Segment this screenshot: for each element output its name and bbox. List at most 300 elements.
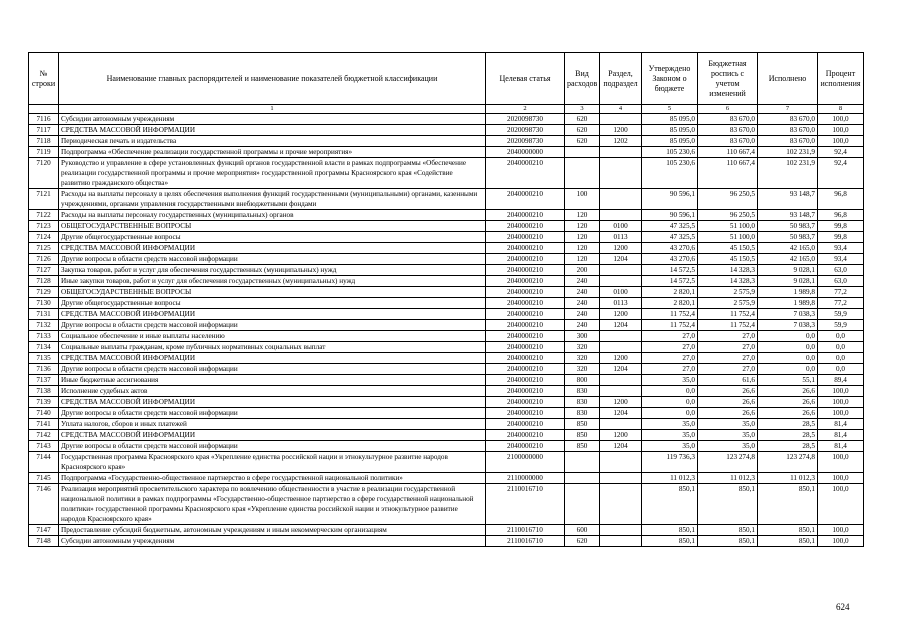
- table-row: [29, 210, 864, 221]
- row-section: 1200: [600, 430, 642, 441]
- row-budget: 83 670,0: [698, 136, 758, 147]
- row-target: 2040000210: [486, 221, 565, 232]
- row-target: 2040000210: [486, 397, 565, 408]
- row-percent: 100,0: [818, 536, 864, 547]
- row-percent: 96,8: [818, 210, 864, 221]
- row-section: [600, 189, 642, 210]
- row-type: 800: [565, 375, 600, 386]
- row-section: 1200: [600, 397, 642, 408]
- table-row: [29, 430, 864, 441]
- col-number: 1: [59, 105, 486, 114]
- row-target: 2040000210: [486, 287, 565, 298]
- table-row: [29, 353, 864, 364]
- row-num: 7142: [29, 430, 59, 441]
- row-budget: 11 752,4: [698, 320, 758, 331]
- table-row: [29, 136, 864, 147]
- table-row: [29, 125, 864, 136]
- row-type: 830: [565, 408, 600, 419]
- row-approved: 2 820,1: [642, 287, 698, 298]
- row-num: 7147: [29, 525, 59, 536]
- row-target: 2040000210: [486, 430, 565, 441]
- table-row: [29, 221, 864, 232]
- row-type: 620: [565, 136, 600, 147]
- table-row: [29, 287, 864, 298]
- row-executed: 28,5: [758, 430, 818, 441]
- row-section: 0100: [600, 221, 642, 232]
- row-section: [600, 210, 642, 221]
- row-budget: 27,0: [698, 342, 758, 353]
- row-name: Расходы на выплаты персоналу в целях обеспечения выполнения функций государственными (муниципальными) органами, казенными учреждениями, органами управления государственными внебюджетными фондами: [59, 189, 486, 210]
- row-num: 7120: [29, 158, 59, 189]
- row-budget: 61,6: [698, 375, 758, 386]
- row-section: 1204: [600, 364, 642, 375]
- row-percent: 81,4: [818, 441, 864, 452]
- table-row: [29, 254, 864, 265]
- row-name: Закупка товаров, работ и услуг для обеспечения государственных (муниципальных) нужд: [59, 265, 486, 276]
- row-section: [600, 419, 642, 430]
- row-executed: 26,6: [758, 386, 818, 397]
- table-row: [29, 419, 864, 430]
- row-type: 240: [565, 298, 600, 309]
- row-num: 7139: [29, 397, 59, 408]
- row-section: [600, 452, 642, 473]
- row-name: СРЕДСТВА МАССОВОЙ ИНФОРМАЦИИ: [59, 125, 486, 136]
- row-percent: 93,4: [818, 254, 864, 265]
- row-num: 7130: [29, 298, 59, 309]
- row-percent: 0,0: [818, 342, 864, 353]
- row-approved: 11 752,4: [642, 309, 698, 320]
- row-approved: 27,0: [642, 342, 698, 353]
- row-num: 7116: [29, 114, 59, 125]
- row-name: Другие вопросы в области средств массовой информации: [59, 441, 486, 452]
- row-approved: 850,1: [642, 525, 698, 536]
- table-row: [29, 441, 864, 452]
- table-row: [29, 484, 864, 525]
- table-row: [29, 298, 864, 309]
- row-executed: 1 989,8: [758, 287, 818, 298]
- row-num: 7141: [29, 419, 59, 430]
- row-target: 2040000210: [486, 210, 565, 221]
- row-approved: 35,0: [642, 430, 698, 441]
- row-budget: 96 250,5: [698, 210, 758, 221]
- row-target: 2040000210: [486, 232, 565, 243]
- row-type: [565, 452, 600, 473]
- row-target: 2040000210: [486, 353, 565, 364]
- row-name: Другие общегосударственные вопросы: [59, 232, 486, 243]
- row-executed: 0,0: [758, 364, 818, 375]
- row-executed: 9 028,1: [758, 276, 818, 287]
- row-executed: 26,6: [758, 397, 818, 408]
- row-budget: 45 150,5: [698, 254, 758, 265]
- row-budget: 26,6: [698, 386, 758, 397]
- row-type: [565, 147, 600, 158]
- row-target: 2040000210: [486, 298, 565, 309]
- row-type: 120: [565, 243, 600, 254]
- row-section: [600, 342, 642, 353]
- row-percent: 0,0: [818, 353, 864, 364]
- row-approved: 0,0: [642, 408, 698, 419]
- row-name: Реализация мероприятий просветительского характера по вовлечению общественности в участие в реализации государственной национальной политики в рамках подпрограммы «Государственно-общественное партнерство в сфере государственной национальной политики» государственной программы Красноярского края «Укрепление единства российской нации и этнокультурное развитие народов Красноярского края»: [59, 484, 486, 525]
- col-number: 5: [642, 105, 698, 114]
- row-approved: 85 095,0: [642, 125, 698, 136]
- row-name: Другие вопросы в области средств массовой информации: [59, 320, 486, 331]
- table-row: [29, 331, 864, 342]
- row-num: 7138: [29, 386, 59, 397]
- table-row: [29, 265, 864, 276]
- header-row: [29, 53, 864, 105]
- row-target: 2110000000: [486, 473, 565, 484]
- header-section: Раздел, подраздел: [600, 53, 642, 105]
- row-percent: 77,2: [818, 298, 864, 309]
- row-name: Подпрограмма «Обеспечение реализации государственной программы и прочие мероприятия»: [59, 147, 486, 158]
- row-type: 240: [565, 287, 600, 298]
- row-percent: 0,0: [818, 331, 864, 342]
- row-section: 0113: [600, 232, 642, 243]
- column-numbers-row: [29, 105, 864, 114]
- row-name: Субсидии автономным учреждениям: [59, 536, 486, 547]
- col-number: 4: [600, 105, 642, 114]
- row-target: 2020098730: [486, 114, 565, 125]
- row-approved: 43 270,6: [642, 254, 698, 265]
- row-type: 120: [565, 210, 600, 221]
- row-num: 7140: [29, 408, 59, 419]
- col-number: 6: [698, 105, 758, 114]
- row-num: 7123: [29, 221, 59, 232]
- row-percent: 63,0: [818, 276, 864, 287]
- budget-table: [28, 52, 864, 547]
- row-approved: 850,1: [642, 536, 698, 547]
- row-executed: 83 670,0: [758, 125, 818, 136]
- col-number: 2: [486, 105, 565, 114]
- row-percent: 99,8: [818, 232, 864, 243]
- table-row: [29, 375, 864, 386]
- row-name: Иные закупки товаров, работ и услуг для обеспечения государственных (муниципальных) нужд: [59, 276, 486, 287]
- row-type: 120: [565, 221, 600, 232]
- row-name: СРЕДСТВА МАССОВОЙ ИНФОРМАЦИИ: [59, 309, 486, 320]
- row-num: 7121: [29, 189, 59, 210]
- row-budget: 2 575,9: [698, 298, 758, 309]
- row-executed: 93 148,7: [758, 210, 818, 221]
- header-executed: Исполнено: [758, 53, 818, 105]
- row-type: 320: [565, 342, 600, 353]
- row-section: 1204: [600, 254, 642, 265]
- header-type: Вид расходов: [565, 53, 600, 105]
- row-section: 1202: [600, 136, 642, 147]
- row-executed: 1 989,8: [758, 298, 818, 309]
- row-percent: 93,4: [818, 243, 864, 254]
- table-row: [29, 452, 864, 473]
- header-percent: Процент исполнения: [818, 53, 864, 105]
- row-approved: 43 270,6: [642, 243, 698, 254]
- row-num: 7117: [29, 125, 59, 136]
- row-budget: 11 012,3: [698, 473, 758, 484]
- row-num: 7144: [29, 452, 59, 473]
- row-approved: 27,0: [642, 364, 698, 375]
- row-type: 300: [565, 331, 600, 342]
- row-type: 620: [565, 114, 600, 125]
- row-name: СРЕДСТВА МАССОВОЙ ИНФОРМАЦИИ: [59, 353, 486, 364]
- col-number: [29, 105, 59, 114]
- row-budget: 123 274,8: [698, 452, 758, 473]
- row-percent: 81,4: [818, 430, 864, 441]
- row-num: 7137: [29, 375, 59, 386]
- table-row: [29, 364, 864, 375]
- row-budget: 11 752,4: [698, 309, 758, 320]
- row-target: 2040000210: [486, 265, 565, 276]
- row-budget: 110 667,4: [698, 158, 758, 189]
- row-target: 2040000210: [486, 320, 565, 331]
- row-name: СРЕДСТВА МАССОВОЙ ИНФОРМАЦИИ: [59, 243, 486, 254]
- row-name: Предоставление субсидий бюджетным, автономным учреждениям и иным некоммерческим организациям: [59, 525, 486, 536]
- row-percent: 100,0: [818, 452, 864, 473]
- row-target: 2040000210: [486, 243, 565, 254]
- row-num: 7143: [29, 441, 59, 452]
- row-num: 7126: [29, 254, 59, 265]
- row-executed: 55,1: [758, 375, 818, 386]
- header-approved: Утверждено Законом о бюджете: [642, 53, 698, 105]
- row-target: 2100000000: [486, 452, 565, 473]
- row-type: 100: [565, 189, 600, 210]
- row-budget: 51 100,0: [698, 232, 758, 243]
- row-num: 7119: [29, 147, 59, 158]
- row-num: 7131: [29, 309, 59, 320]
- row-executed: 50 983,7: [758, 221, 818, 232]
- row-name: Другие вопросы в области средств массовой информации: [59, 254, 486, 265]
- row-name: Другие общегосударственные вопросы: [59, 298, 486, 309]
- row-budget: 850,1: [698, 536, 758, 547]
- row-approved: 0,0: [642, 386, 698, 397]
- row-target: 2040000210: [486, 189, 565, 210]
- col-number: 3: [565, 105, 600, 114]
- row-section: 0100: [600, 287, 642, 298]
- row-executed: 850,1: [758, 536, 818, 547]
- row-type: 320: [565, 353, 600, 364]
- row-type: 830: [565, 386, 600, 397]
- row-section: 1204: [600, 441, 642, 452]
- row-executed: 7 038,3: [758, 309, 818, 320]
- row-name: Другие вопросы в области средств массовой информации: [59, 364, 486, 375]
- row-name: Субсидии автономным учреждениям: [59, 114, 486, 125]
- row-num: 7118: [29, 136, 59, 147]
- row-num: 7127: [29, 265, 59, 276]
- row-budget: 14 328,3: [698, 276, 758, 287]
- row-num: 7122: [29, 210, 59, 221]
- row-budget: 2 575,9: [698, 287, 758, 298]
- row-percent: 0,0: [818, 364, 864, 375]
- row-num: 7128: [29, 276, 59, 287]
- row-target: 2110016710: [486, 484, 565, 525]
- row-name: Другие вопросы в области средств массовой информации: [59, 408, 486, 419]
- row-executed: 28,5: [758, 441, 818, 452]
- row-percent: 92,4: [818, 158, 864, 189]
- row-target: 2040000210: [486, 364, 565, 375]
- row-executed: 28,5: [758, 419, 818, 430]
- table-row: [29, 114, 864, 125]
- row-target: 2040000210: [486, 375, 565, 386]
- row-name: Руководство и управление в сфере установленных функций органов государственной власти в рамках подпрограммы «Обеспечение реализации государственной программы и прочие мероприятия» государственной программы Красноярского края «Содействие развитию гражданского общества»: [59, 158, 486, 189]
- row-num: 7133: [29, 331, 59, 342]
- row-executed: 102 231,9: [758, 158, 818, 189]
- row-percent: 100,0: [818, 473, 864, 484]
- row-section: [600, 265, 642, 276]
- row-percent: 100,0: [818, 136, 864, 147]
- row-num: 7148: [29, 536, 59, 547]
- row-num: 7145: [29, 473, 59, 484]
- header-name: Наименование главных распорядителей и наименование показателей бюджетной классификации: [59, 53, 486, 105]
- row-target: 2040000210: [486, 419, 565, 430]
- row-section: 1200: [600, 243, 642, 254]
- row-budget: 26,6: [698, 397, 758, 408]
- row-section: 1200: [600, 353, 642, 364]
- row-type: [565, 158, 600, 189]
- row-percent: 100,0: [818, 397, 864, 408]
- row-num: 7135: [29, 353, 59, 364]
- row-executed: 0,0: [758, 353, 818, 364]
- row-budget: 27,0: [698, 331, 758, 342]
- row-percent: 63,0: [818, 265, 864, 276]
- row-approved: 85 095,0: [642, 114, 698, 125]
- row-approved: 2 820,1: [642, 298, 698, 309]
- row-type: [565, 484, 600, 525]
- row-percent: 100,0: [818, 125, 864, 136]
- row-section: 1204: [600, 408, 642, 419]
- row-num: 7146: [29, 484, 59, 525]
- row-percent: 59,9: [818, 309, 864, 320]
- row-percent: 59,9: [818, 320, 864, 331]
- row-target: 2040000210: [486, 331, 565, 342]
- row-approved: 850,1: [642, 484, 698, 525]
- row-section: 1200: [600, 309, 642, 320]
- col-number: 7: [758, 105, 818, 114]
- header-num: № строки: [29, 53, 59, 105]
- row-approved: 11 752,4: [642, 320, 698, 331]
- row-executed: 102 231,9: [758, 147, 818, 158]
- row-approved: 35,0: [642, 419, 698, 430]
- row-name: Исполнение судебных актов: [59, 386, 486, 397]
- row-budget: 850,1: [698, 525, 758, 536]
- row-budget: 27,0: [698, 353, 758, 364]
- table-row: [29, 525, 864, 536]
- page-number: 624: [836, 602, 850, 612]
- table-row: [29, 232, 864, 243]
- row-budget: 35,0: [698, 430, 758, 441]
- row-type: 200: [565, 265, 600, 276]
- row-section: [600, 114, 642, 125]
- row-target: 2040000210: [486, 386, 565, 397]
- row-budget: 51 100,0: [698, 221, 758, 232]
- row-section: [600, 375, 642, 386]
- row-approved: 35,0: [642, 441, 698, 452]
- row-approved: 119 736,3: [642, 452, 698, 473]
- table-row: [29, 189, 864, 210]
- row-executed: 11 012,3: [758, 473, 818, 484]
- row-target: 2020098730: [486, 125, 565, 136]
- row-type: 240: [565, 320, 600, 331]
- table-row: [29, 473, 864, 484]
- row-section: [600, 147, 642, 158]
- header-budget: Бюджетная роспись с учетом изменений: [698, 53, 758, 105]
- row-type: 850: [565, 430, 600, 441]
- row-section: [600, 473, 642, 484]
- row-name: СРЕДСТВА МАССОВОЙ ИНФОРМАЦИИ: [59, 430, 486, 441]
- row-num: 7125: [29, 243, 59, 254]
- row-budget: 850,1: [698, 484, 758, 525]
- row-section: [600, 276, 642, 287]
- table-row: [29, 276, 864, 287]
- table-row: [29, 536, 864, 547]
- row-approved: 105 230,6: [642, 158, 698, 189]
- row-num: 7124: [29, 232, 59, 243]
- row-executed: 850,1: [758, 525, 818, 536]
- table-row: [29, 309, 864, 320]
- row-percent: 89,4: [818, 375, 864, 386]
- row-name: Социальное обеспечение и иные выплаты населению: [59, 331, 486, 342]
- table-row: [29, 408, 864, 419]
- row-name: Расходы на выплаты персоналу государственных (муниципальных) органов: [59, 210, 486, 221]
- row-type: 240: [565, 276, 600, 287]
- row-percent: 100,0: [818, 114, 864, 125]
- table-row: [29, 320, 864, 331]
- row-num: 7129: [29, 287, 59, 298]
- row-type: 830: [565, 397, 600, 408]
- row-executed: 0,0: [758, 342, 818, 353]
- row-type: 850: [565, 419, 600, 430]
- row-executed: 0,0: [758, 331, 818, 342]
- table-row: [29, 342, 864, 353]
- row-section: [600, 158, 642, 189]
- row-approved: 47 325,5: [642, 221, 698, 232]
- row-budget: 35,0: [698, 419, 758, 430]
- row-name: Иные бюджетные ассигнования: [59, 375, 486, 386]
- table-body: [29, 114, 864, 547]
- row-target: 2040000210: [486, 158, 565, 189]
- row-name: Периодическая печать и издательства: [59, 136, 486, 147]
- table-row: [29, 243, 864, 254]
- row-target: 2040000210: [486, 342, 565, 353]
- row-approved: 47 325,5: [642, 232, 698, 243]
- row-type: 620: [565, 125, 600, 136]
- row-percent: 100,0: [818, 386, 864, 397]
- row-type: 240: [565, 309, 600, 320]
- row-type: 120: [565, 254, 600, 265]
- table-row: [29, 386, 864, 397]
- row-approved: 90 596,1: [642, 210, 698, 221]
- row-section: [600, 536, 642, 547]
- row-type: 850: [565, 441, 600, 452]
- row-percent: 100,0: [818, 484, 864, 525]
- row-type: 600: [565, 525, 600, 536]
- row-target: 2040000000: [486, 147, 565, 158]
- row-type: 120: [565, 232, 600, 243]
- row-section: [600, 386, 642, 397]
- row-section: 1204: [600, 320, 642, 331]
- row-executed: 83 670,0: [758, 114, 818, 125]
- row-approved: 14 572,5: [642, 276, 698, 287]
- row-name: Уплата налогов, сборов и иных платежей: [59, 419, 486, 430]
- row-section: [600, 331, 642, 342]
- row-executed: 9 028,1: [758, 265, 818, 276]
- row-section: [600, 484, 642, 525]
- row-executed: 83 670,0: [758, 136, 818, 147]
- row-percent: 100,0: [818, 408, 864, 419]
- row-percent: 100,0: [818, 525, 864, 536]
- row-target: 2040000210: [486, 309, 565, 320]
- row-executed: 42 165,0: [758, 243, 818, 254]
- row-budget: 83 670,0: [698, 125, 758, 136]
- row-budget: 83 670,0: [698, 114, 758, 125]
- row-approved: 85 095,0: [642, 136, 698, 147]
- row-section: [600, 525, 642, 536]
